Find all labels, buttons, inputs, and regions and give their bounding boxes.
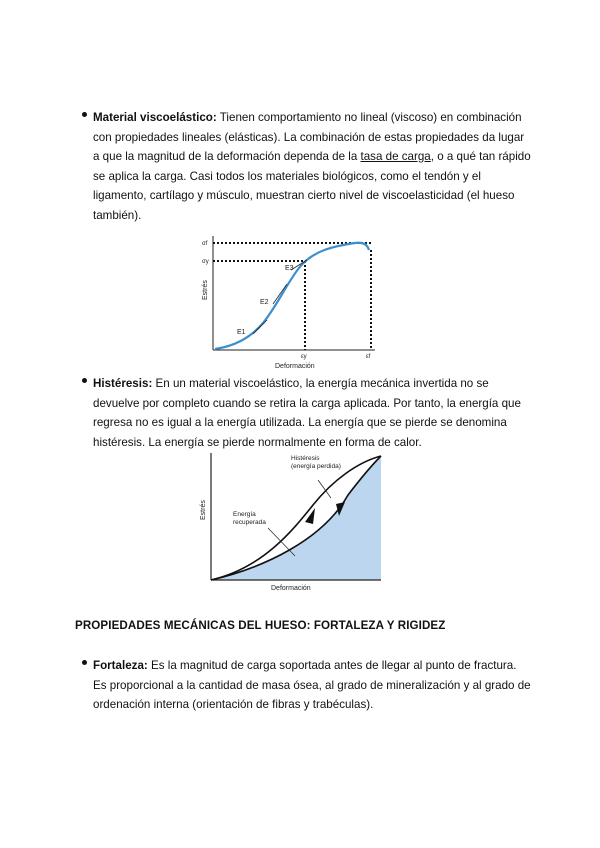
hysteresis-paragraph: Histéresis: En un material viscoelástico, la energía mecánica invertida no se devuelve por completo cuando se retira la carga aplicada. Por tanto, la energía que regresa no es igual a la energía utilizada. La energía que se pierde se denomina histéresis. La energía se pierde normalmente en forma de calor. — [93, 377, 521, 449]
bullet-viscoelastic — [93, 108, 533, 225]
viscoelastic-text-1: Tienen comportamiento no lineal (viscoso) en combinación con propiedades lineales (elásticas). La combinación de estas propiedades da lugar a que la magnitud de la deformación dependa de la — [93, 111, 525, 163]
fig1-e3-label: E3 — [285, 265, 294, 272]
fig2-xlabel: Deformación — [271, 585, 311, 592]
fig1-sigma-y-label: σy — [202, 259, 209, 265]
fig1-e1-label: E1 — [237, 329, 246, 336]
fortaleza-paragraph: Fortaleza: Es la magnitud de carga soportada antes de llegar al punto de fractura. Es proporcional a la cantidad de masa ósea, al grado de mineralización y al grado de ordenación interna (orientación de fibras y trabéculas). — [93, 659, 531, 711]
fig1-eps-f-label: εf — [366, 354, 371, 360]
stress-strain-figure — [195, 228, 385, 374]
fig2-hysteresis-label: Histéresis — [291, 455, 320, 462]
hysteresis-term: Histéresis — [93, 377, 149, 390]
viscoelastic-paragraph: Material viscoelástico: Tienen comportamiento no lineal (viscoso) en combinación con propiedades lineales (elásticas). La combinación de estas propiedades da lugar a que la magnitud de la deformación dependa de la tasa de carga, o a qué tan rápido se aplica la carga. Casi todos los materiales biológicos, como el tendón y el ligamento, cartílago y músculo, muestran cierto nivel de viscoelasticidad (el hueso también). — [93, 111, 531, 222]
viscoelastic-term: Material viscoelástico — [93, 111, 213, 124]
viscoelastic-text-2: , o a qué tan rápido se aplica la carga. Casi todos los materiales biológicos, como el tendón y el ligamento, cartílago y músculo, muestran cierto nivel de viscoelasticidad (el hueso también). — [93, 150, 531, 222]
fig1-tangent-e1 — [253, 320, 267, 334]
section-heading: PROPIEDADES MECÁNICAS DEL HUESO: FORTALEZA Y RIGIDEZ — [75, 619, 446, 632]
tasa-de-carga-link[interactable]: tasa de carga — [360, 150, 431, 163]
fig1-e2-label: E2 — [260, 299, 269, 306]
fig1-eps-y-label: εy — [301, 354, 307, 360]
fig2-recovered-label: Energía — [233, 511, 256, 518]
fortaleza-term: Fortaleza — [93, 659, 144, 672]
fig2-hysteresis-pointer — [318, 480, 331, 498]
fig1-ylabel: Estrés — [202, 280, 209, 300]
fig1-tangent-e2 — [273, 284, 287, 304]
fig1-xlabel: Deformación — [275, 363, 315, 370]
hysteresis-figure — [193, 450, 385, 596]
bullet-dot — [82, 112, 87, 117]
fig2-ylabel: Estrés — [200, 500, 207, 520]
fortaleza-text: Es la magnitud de carga soportada antes de llegar al punto de fractura. Es proporcional a la cantidad de masa ósea, al grado de mineralización y al grado de ordenación interna (orientación de fibras y trabéculas). — [93, 659, 531, 711]
fig1-sigma-f-label: σf — [202, 241, 208, 247]
bullet-fortaleza — [93, 656, 533, 715]
fig2-recovered-sublabel: recuperada — [233, 519, 266, 526]
bullet-dot — [82, 378, 87, 383]
hysteresis-text: En un material viscoelástico, la energía mecánica invertida no se devuelve por completo cuando se retira la carga aplicada. Por tanto, la energía que regresa no es igual a la energía utilizada. La energía que se pierde se denomina histéresis. La energía se pierde normalmente en forma de calor. — [93, 377, 521, 449]
fig2-recovered-pointer — [268, 528, 295, 556]
bullet-dot — [82, 660, 87, 665]
fig2-recovered-area — [211, 456, 381, 580]
bullet-hysteresis — [93, 374, 533, 452]
fig2-hysteresis-sublabel: (energía perdida) — [291, 463, 341, 470]
fig2-loading-arrow — [305, 508, 315, 524]
